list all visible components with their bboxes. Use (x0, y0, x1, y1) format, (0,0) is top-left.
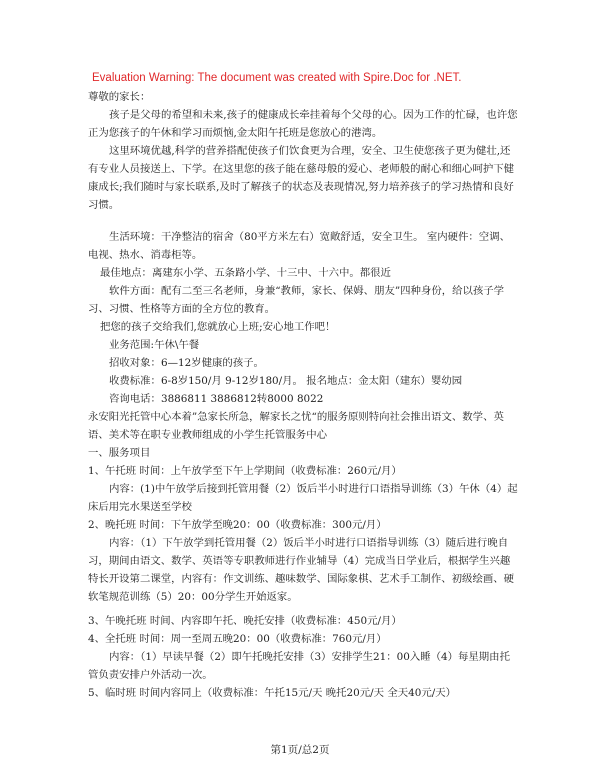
software-line: 软件方面：配有二至三名老师，身兼“教师，家长、保姆、朋友”四种身份，给以孩子学习、习惯、性格等方面的全方位的教育。 (88, 285, 505, 315)
service-1-title: 1、午托班 时间：上午放学至下午上学期间（收费标准：260元/月） (88, 465, 402, 477)
scope-line: 业务范围:午休\午餐 (109, 339, 200, 351)
intro-paragraph-1: 孩子是父母的希望和未来,孩子的健康成长牵挂着每个父母的心。因为工作的忙碌，也许您正为您孩子的午休和学习而烦恼,金太阳午托班是您放心的港湾。 (88, 109, 518, 139)
letter-body-continued (88, 612, 520, 702)
service-5-title: 5、临时班 时间内容同上（收费标准：午托15元/天 晚托20元/天 全天40元/天） (88, 687, 457, 699)
service-4-title: 4、全托班 时间：周一至周五晚20：00（收费标准：760元/月） (88, 633, 387, 645)
section-heading: 一、服务项目 (88, 447, 151, 459)
center-paragraph: 永安阳光托管中心本着”急家长所急，解家长之忧“的服务原则特向社会推出语文、数学、英语、美术等在职专业教师组成的小学生托管服务中心 (88, 411, 504, 441)
service-1-content: 内容：(1)中午放学后接到托管用餐（2）饭后半小时进行口语指导训练（3）午休（4）起床后用完水果送至学校 (88, 483, 518, 513)
slogan-line: 把您的孩子交给我们,您就放心上班;安心地工作吧！ (100, 321, 336, 333)
phone-line: 咨询电话：3886811 3886812转8000 8022 (109, 393, 324, 405)
page-footer: 第1页/总2页 (270, 744, 330, 756)
evaluation-warning: Evaluation Warning: The document was created with Spire.Doc for .NET. (92, 72, 462, 84)
service-3-title: 3、午晚托班 时间、内容即午托、晚托安排（收费标准：450元/月） (88, 615, 402, 627)
environment-line: 生活环境：干净整洁的宿舍（80平方米左右）宽敞舒适，安全卫生。 室内硬件：空调、电视、热水、消毒柜等。 (88, 231, 510, 261)
blank-line (88, 214, 520, 228)
service-4-content: 内容：（1）早读早餐（2）即午托晚托安排（3）安排学生21：00入睡（4）每星期由托管负责安排户外活动一次。 (88, 651, 510, 681)
service-2-title: 2、晚托班 时间：下午放学至晚20：00（收费标准：300元/月） (88, 519, 387, 531)
letter-body (88, 88, 520, 606)
greeting: 尊敬的家长： (88, 91, 151, 103)
location-line: 最佳地点：离建东小学、五条路小学、十三中、十六中。都很近 (100, 267, 391, 279)
fee-line: 收费标准：6-8岁150/月 9-12岁180/月。 报名地点：金太阳（建东）婴幼园 (109, 375, 463, 387)
intro-paragraph-2: 这里环境优越,科学的营养搭配使孩子们饮食更为合理，安全、卫生使您孩子更为健壮,还有专业人员接送上、下学。在这里您的孩子能在慈母般的爱心、老师般的耐心和细心呵护下健康成长;我们随时与家长联系,及时了解孩子的状态及表现情况,努力培养孩子的学习热情和良好习惯。 (88, 145, 515, 211)
service-2-content: 内容：（1）下午放学到托管用餐（2）饭后半小时进行口语指导训练（3）随后进行晚自习，期间由语文、数学、英语等专职教师进行作业辅导（4）完成当日学业后，根据学生兴趣特长开设第二课堂，内容有：作文训练、趣味数学、国际象棋、艺术手工制作、初级绘画、硬软笔规范训练（5）20：00分学生开始返家。 (88, 537, 515, 603)
target-line: 招收对象：6—12岁健康的孩子。 (109, 357, 264, 369)
